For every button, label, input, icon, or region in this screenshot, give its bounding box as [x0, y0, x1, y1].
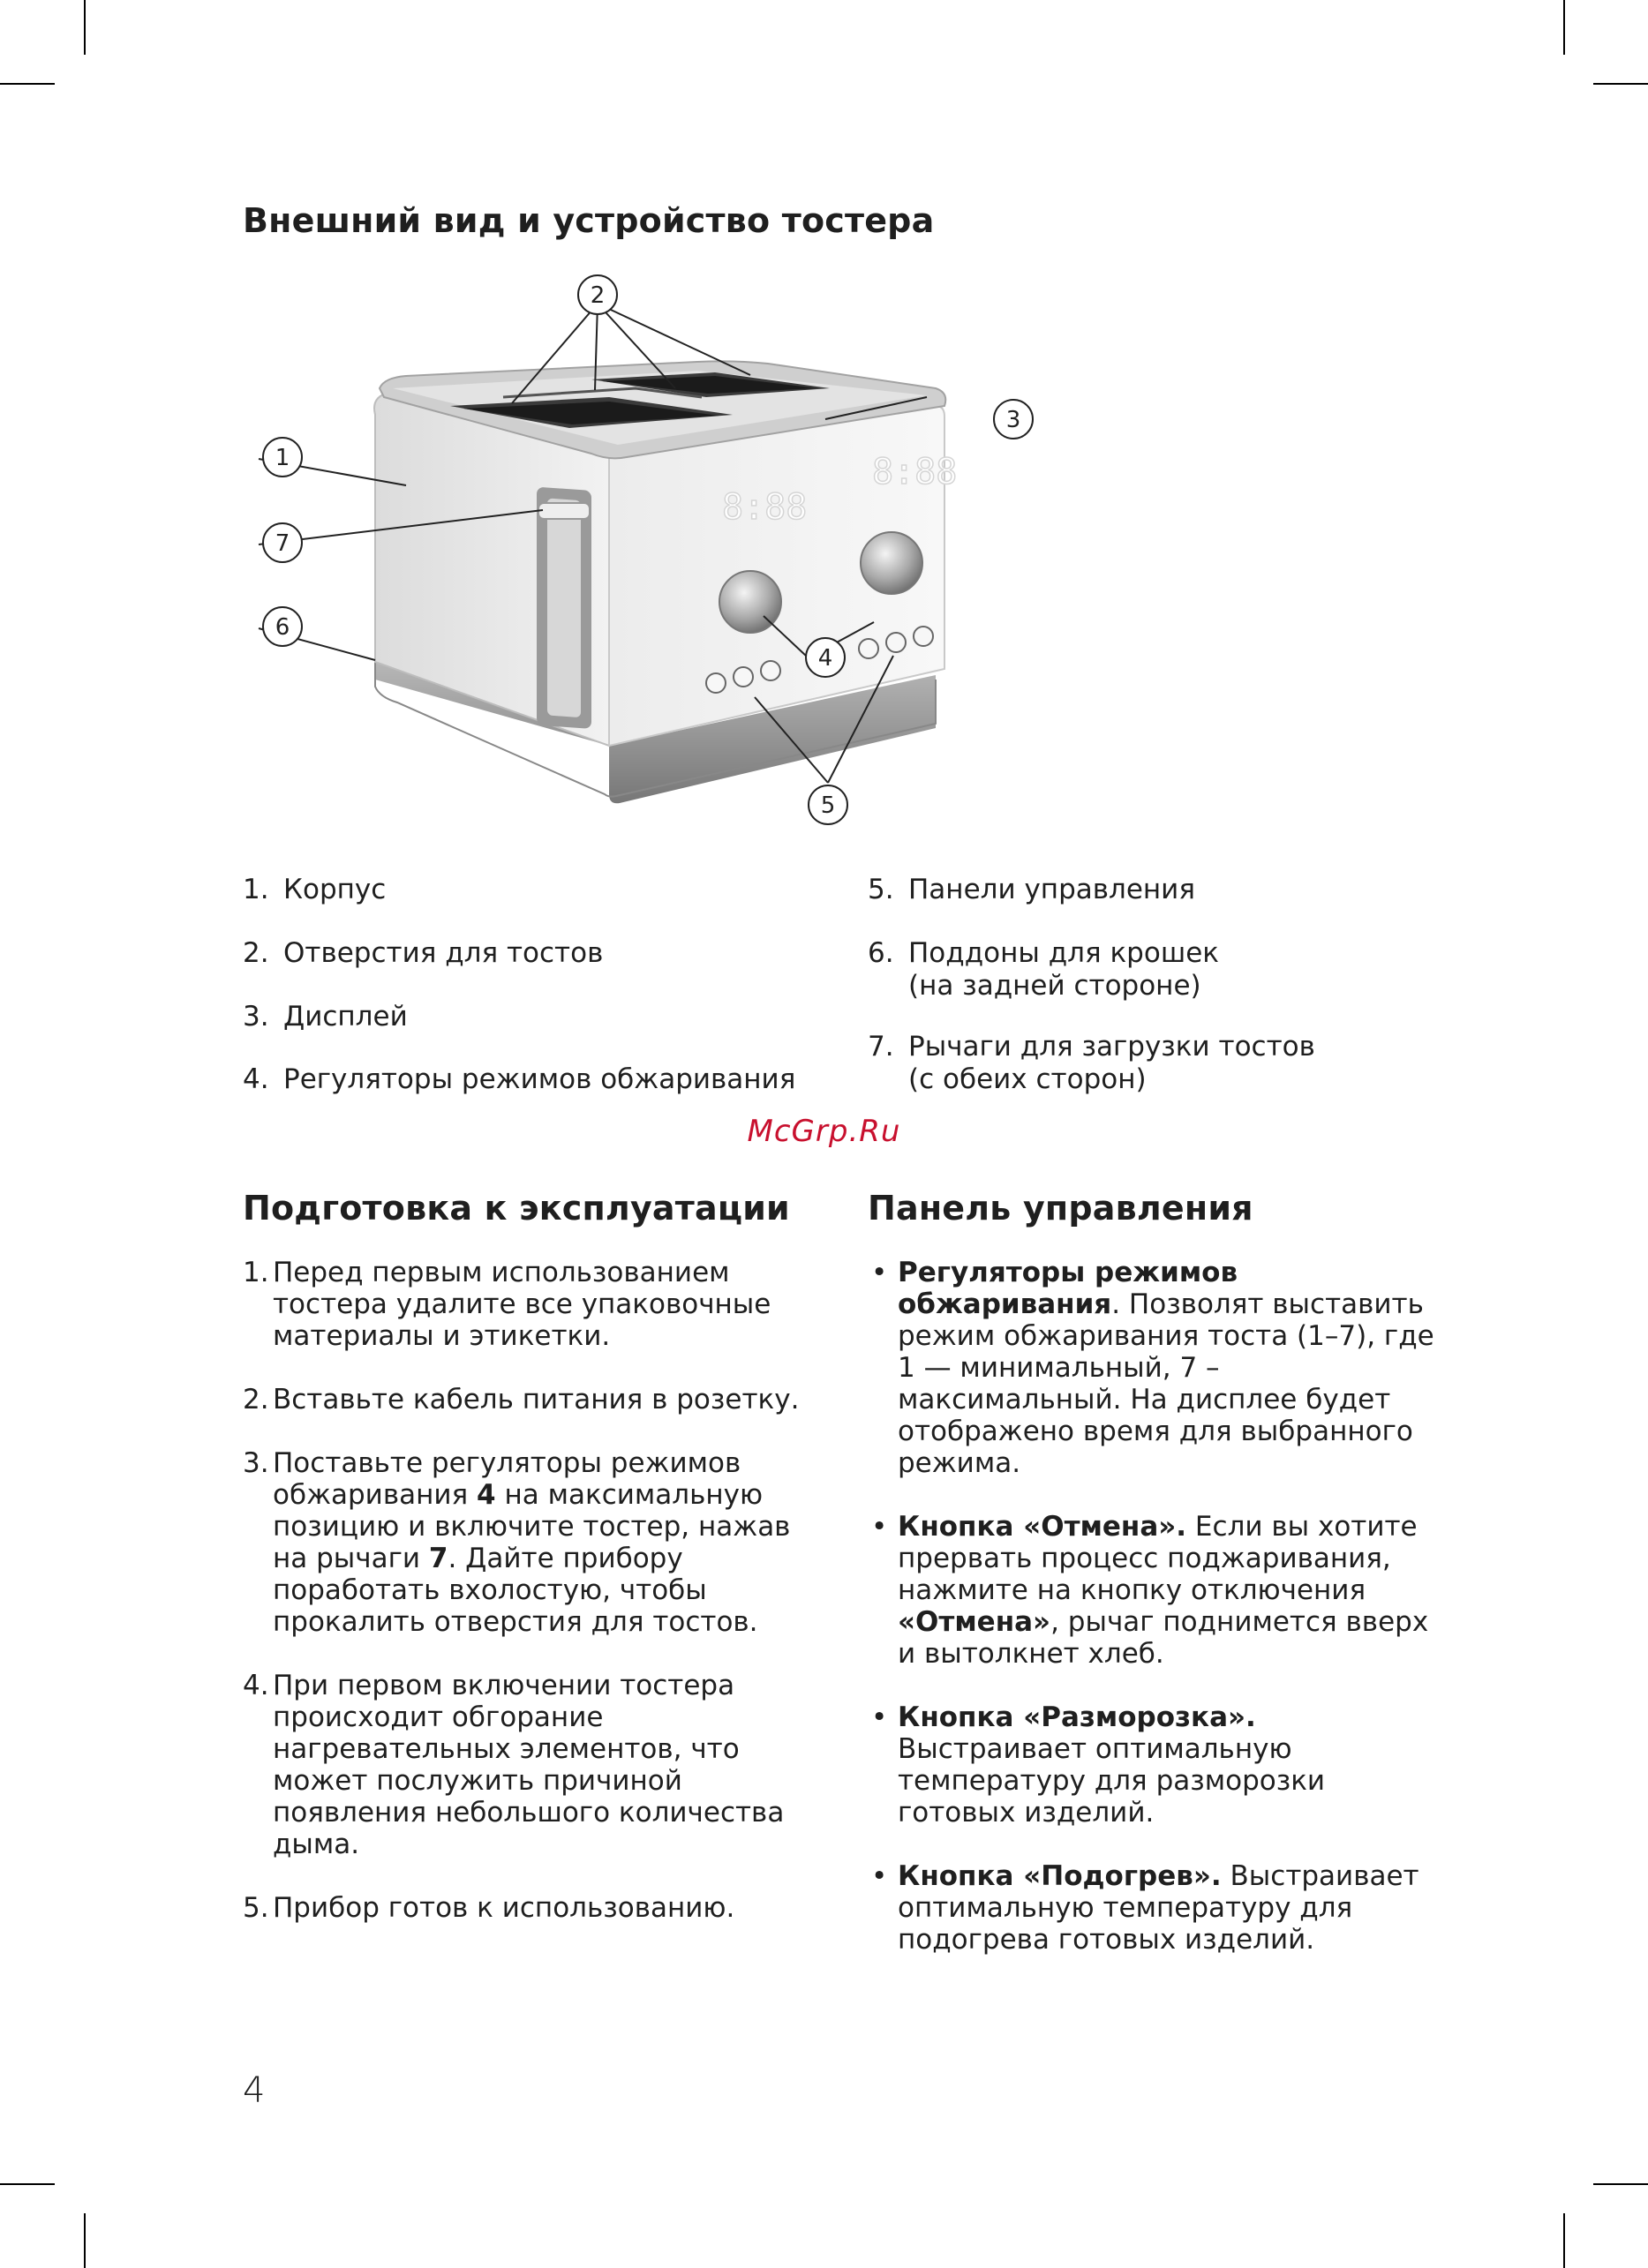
- display-right: 8:88: [872, 452, 958, 492]
- panel-item: • Регуляторы режимов обжаривания. Позволят выставить режим обжаривания тоста (1–7), где 1 — минимальный, 7 – максимальный. На дисплее будет отображено время для выбранного режима.: [871, 1257, 1434, 1479]
- prep-step: 1. Перед первым использованием тостера удалите все упаковочные материалы и этикетки.: [243, 1257, 771, 1352]
- bullet-icon: •: [871, 1701, 888, 1733]
- panel-items: [868, 1257, 1450, 1987]
- parts-list-right: 5. Панели управления 6. Поддоны для крошек (на задней стороне) 7. Рычаги для загрузки тостов (с обеих сторон): [868, 874, 1315, 1095]
- callout-2: 2: [590, 282, 606, 309]
- watermark: McGrp.Ru: [747, 1114, 901, 1149]
- callout-1: 1: [275, 445, 290, 471]
- panel-item: • Кнопка «Отмена». Если вы хотите прервать процесс поджаривания, нажмите на кнопку отключения «Отмена», рычаг поднимется вверх и вытолкнет хлеб.: [871, 1511, 1429, 1670]
- crop-mark: [84, 0, 86, 55]
- toaster-diagram: [238, 265, 1103, 847]
- panel-item: • Кнопка «Разморозка». Выстраивает оптимальную температуру для разморозки готовых изделий.: [871, 1701, 1326, 1829]
- page-number: 4: [243, 2070, 266, 2111]
- prep-step: 5. Прибор готов к использованию.: [243, 1892, 735, 1924]
- crop-mark: [0, 83, 55, 85]
- panel-item: • Кнопка «Подогрев». Выстраивает оптимальную температуру для подогрева готовых изделий.: [871, 1860, 1419, 1956]
- prep-step: 4. При первом включении тостера происходит обгорание нагревательных элементов, что может послужить причиной появления небольшого количества дыма.: [243, 1670, 785, 1860]
- display-left: 8:88: [722, 487, 808, 528]
- crop-mark: [1593, 83, 1648, 85]
- crop-mark: [1593, 2183, 1648, 2185]
- prep-step: 3. Поставьте регуляторы режимов обжаривания 4 на максимальную позицию и включите тостер, нажав на рычаги 7. Дайте прибору поработать вхолостую, чтобы прокалить отверстия для тостов.: [243, 1447, 791, 1638]
- callout-3: 3: [1005, 407, 1021, 433]
- callout-7: 7: [275, 530, 290, 557]
- callout-6: 6: [275, 614, 290, 641]
- prep-steps: [243, 1257, 825, 1956]
- crop-mark: [1563, 2213, 1565, 2268]
- crop-mark: [84, 2213, 86, 2268]
- callout-4: 4: [817, 645, 833, 672]
- panel-title: Панель управления: [868, 1189, 1253, 1228]
- crop-mark: [1563, 0, 1565, 55]
- bullet-icon: •: [871, 1860, 888, 1892]
- bullet-icon: •: [871, 1511, 888, 1543]
- prep-title: Подготовка к эксплуатации: [243, 1189, 790, 1228]
- callout-5: 5: [820, 792, 836, 819]
- bullet-icon: •: [871, 1257, 888, 1288]
- knob-right: [861, 532, 922, 594]
- lever: [538, 503, 590, 519]
- prep-step: 2. Вставьте кабель питания в розетку.: [243, 1384, 800, 1416]
- section-title: Внешний вид и устройство тостера: [243, 201, 935, 240]
- parts-list-left: 1. Корпус 2. Отверстия для тостов 3. Дисплей 4. Регуляторы режимов обжаривания: [243, 874, 796, 1095]
- crop-mark: [0, 2183, 55, 2185]
